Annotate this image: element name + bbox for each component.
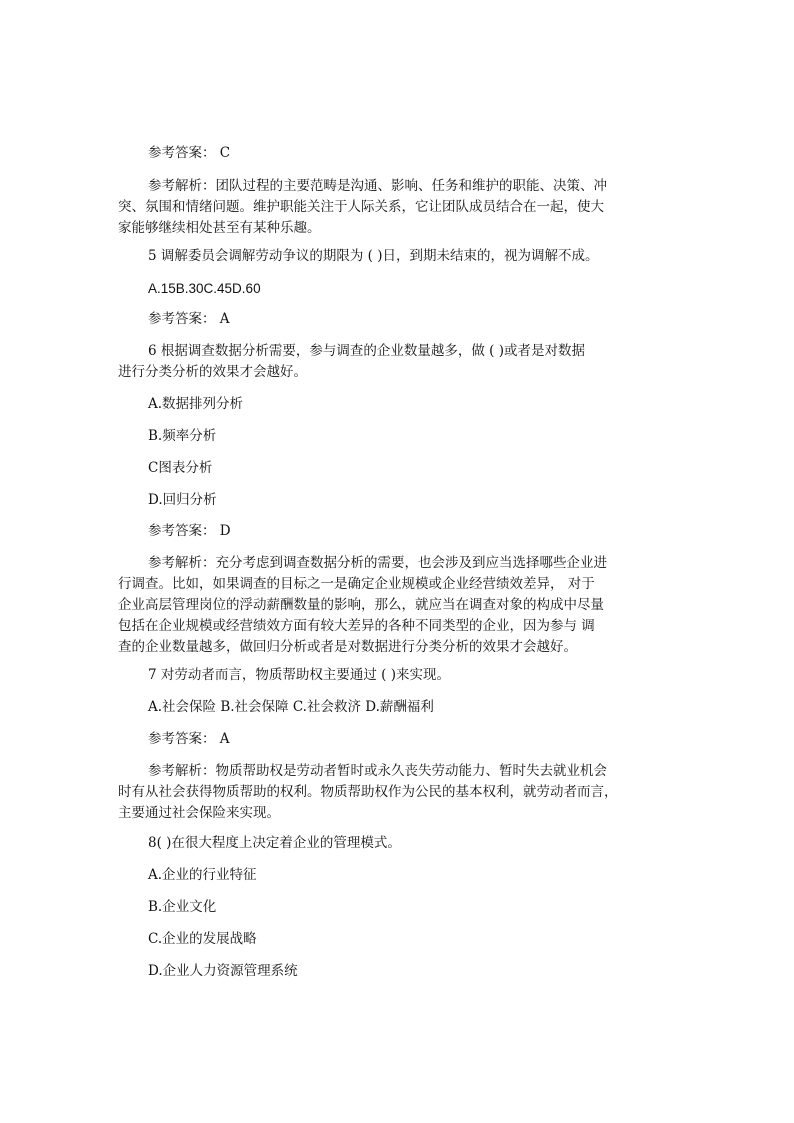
question-8-option-c: C.企业的发展战略	[148, 931, 257, 947]
question-line: 进行分类分析的效果才会越好。	[118, 364, 307, 380]
question-line: 6 根据调查数据分析需要，参与调查的企业数量越多，做 ( )或者是对数据	[148, 343, 585, 359]
question-7-explanation	[118, 761, 618, 824]
question-8-option-b: B.企业文化	[148, 899, 217, 915]
question-8: 8( )在很大程度上决定着企业的管理模式。	[148, 835, 401, 851]
explanation-line: 参考解析：物质帮助权是劳动者暂时或永久丧失劳动能力、暂时失去就业机会	[148, 763, 607, 779]
explanation-line: 家能够继续相处甚至有某种乐趣。	[118, 220, 321, 236]
question-6-option-d: D.回归分析	[148, 492, 217, 508]
explanation-prev	[118, 176, 607, 239]
question-7-options: A.社会保险 B.社会保障 C.社会救济 D.薪酬福利	[148, 699, 434, 715]
question-6-option-b: B.频率分析	[148, 428, 217, 444]
question-8-option-a: A.企业的行业特征	[148, 867, 257, 883]
question-7: 7 对劳动者而言，物质帮助权主要通过 ( )来实现。	[148, 667, 450, 683]
question-5-options: A.15B.30C.45D.60	[148, 281, 261, 296]
explanation-line: 行调查。比如，如果调查的目标之一是确定企业规模或企业经营绩效差异， 对于	[118, 576, 595, 592]
question-8-option-d: D.企业人力资源管理系统	[148, 963, 298, 979]
explanation-line: 参考解析：团队过程的主要范畴是沟通、影响、任务和维护的职能、决策、冲	[148, 178, 607, 194]
question-6-answer: 参考答案： D	[148, 523, 231, 539]
question-5-answer: 参考答案： A	[148, 311, 230, 327]
explanation-line: 企业高层管理岗位的浮动薪酬数量的影响，那么，就应当在调查对象的构成中尽量	[118, 597, 604, 613]
question-6	[118, 341, 585, 383]
question-7-answer: 参考答案： A	[148, 731, 230, 747]
explanation-line: 突、氛围和情绪问题。维护职能关注于人际关系，它让团队成员结合在一起，使大	[118, 199, 604, 215]
explanation-line: 时有从社会获得物质帮助的权利。物质帮助权作为公民的基本权利，就劳动者而言，	[118, 784, 618, 800]
explanation-line: 主要通过社会保险来实现。	[118, 805, 280, 821]
explanation-line: 查的企业数量越多，做回归分析或者是对数据进行分类分析的效果才会越好。	[118, 639, 577, 655]
question-6-option-c: C图表分析	[148, 460, 213, 476]
question-6-option-a: A.数据排列分析	[148, 396, 244, 412]
explanation-line: 包括在企业规模或经营绩效方面有较大差异的各种不同类型的企业，因为参与 调	[118, 618, 595, 634]
answer-prev: 参考答案： C	[148, 145, 231, 161]
question-5: 5 调解委员会调解劳动争议的期限为 ( )日，到期未结束的，视为调解不成。	[148, 248, 599, 264]
question-6-explanation	[118, 553, 607, 658]
explanation-line: 参考解析：充分考虑到调查数据分析的需要，也会涉及到应当选择哪些企业进	[148, 555, 607, 571]
